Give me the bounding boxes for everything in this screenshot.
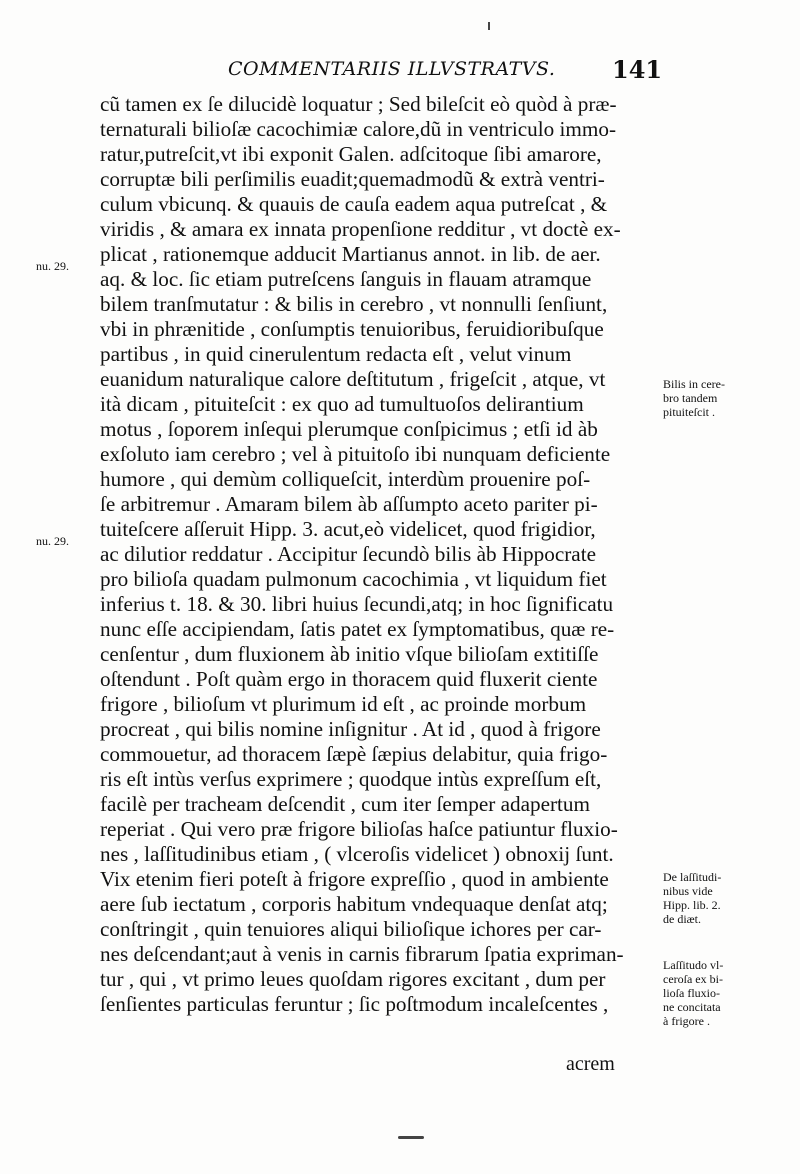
text-line: tuiteſcere aſſeruit Hipp. 3. acut,eò videlicet, quod frigidior, xyxy=(100,517,596,541)
text-line: cũ tamen ex ſe dilucidè loquatur ; Sed bileſcit eò quòd à præ- xyxy=(100,92,617,116)
text-line: ternaturali bilioſæ cacochimiæ calore,dũ in ventriculo immo- xyxy=(100,117,617,141)
text-line: euanidum naturalique calore deſtitutum , frigeſcit , atque, vt xyxy=(100,367,606,391)
ink-speck xyxy=(488,22,490,30)
text-line: vbi in phrænitide , conſumptis tenuioribus, feruidioribuſque xyxy=(100,317,604,341)
text-line: corruptæ bili perſimilis euadit;quemadmodũ & extrà ventri- xyxy=(100,167,605,191)
text-line: motus , ſoporem inſequi plerumque conſpicimus ; etſi id àb xyxy=(100,417,598,441)
text-line: humore , qui demùm colliqueſcit, interdùm prouenire poſ- xyxy=(100,467,591,491)
text-line: bilem tranſmutatur : & bilis in cerebro , vt nonnulli ſenſiunt, xyxy=(100,292,608,316)
text-line: inferius t. 18. & 30. libri huius ſecundi,atq; in hoc ſignificatu xyxy=(100,592,614,616)
margin-note-line: ceroſa ex bi- xyxy=(663,972,723,986)
margin-note-right xyxy=(663,958,773,1028)
page-number: 141 xyxy=(612,55,663,84)
text-line: plicat , rationemque adducit Martianus annot. in lib. de aer. xyxy=(100,242,601,266)
margin-note-line: pituiteſcit . xyxy=(663,405,715,419)
text-line: ſenſientes particulas feruntur ; ſic poſtmodum incaleſcentes , xyxy=(100,992,609,1016)
ink-speck xyxy=(398,1136,424,1139)
margin-note-left: nu. 29. xyxy=(36,259,69,273)
text-line: conſtringit , quin tenuiores aliqui bilioſique ichores per car- xyxy=(100,917,602,941)
margin-note-line: lioſa fluxio- xyxy=(663,986,720,1000)
running-title: COMMENTARIIS ILLVSTRATVS. xyxy=(228,58,556,80)
catchword: acrem xyxy=(566,1053,615,1075)
margin-note-right xyxy=(663,377,773,419)
margin-note-line: Bilis in cere- xyxy=(663,377,725,391)
text-line: facilè per tracheam deſcendit , cum iter ſemper adapertum xyxy=(100,792,591,816)
text-line: pro bilioſa quadam pulmonum cacochimia , vt liquidum fiet xyxy=(100,567,607,591)
text-line: exſoluto iam cerebro ; vel à pituitoſo ibi nunquam deficiente xyxy=(100,442,611,466)
text-line: Vix etenim fieri poteſt à frigore expreſſio , quod in ambiente xyxy=(100,867,609,891)
text-line: ità dicam , pituiteſcit : ex quo ad tumultuoſos delirantium xyxy=(100,392,584,416)
margin-note-line: ne concitata xyxy=(663,1000,721,1014)
text-line: frigore , bilioſum vt plurimum id eſt , ac proinde morbum xyxy=(100,692,587,716)
text-line: nes , laſſitudinibus etiam , ( vlceroſis videlicet ) obnoxij ſunt. xyxy=(100,842,614,866)
margin-note-left: nu. 29. xyxy=(36,534,69,548)
text-line: viridis , & amara ex innata propenſione redditur , vt doctè ex- xyxy=(100,217,621,241)
margin-note-line: De laſſitudi- xyxy=(663,870,722,884)
text-line: aq. & loc. ſic etiam putreſcens ſanguis in flauam atramque xyxy=(100,267,592,291)
text-line: ratur,putreſcit,vt ibi exponit Galen. adſcitoque ſibi amarore, xyxy=(100,142,602,166)
text-line: oſtendunt . Poſt quàm ergo in thoracem quid fluxerit ciente xyxy=(100,667,598,691)
margin-note-line: nibus vide xyxy=(663,884,713,898)
text-line: tur , qui , vt primo leues quoſdam rigores excitant , dum per xyxy=(100,967,606,991)
show-through-text xyxy=(676,170,701,183)
text-line: ris eſt intùs verſus exprimere ; quodque intùs expreſſum eſt, xyxy=(100,767,602,791)
text-line: partibus , in quid cinerulentum redacta eſt , velut vinum xyxy=(100,342,572,366)
text-line: nes deſcendant;aut à venis in carnis fibrarum ſpatia expriman- xyxy=(100,942,624,966)
margin-note-line: de diæt. xyxy=(663,912,701,926)
text-line: ac dilutior reddatur . Accipitur ſecundò bilis àb Hippocrate xyxy=(100,542,596,566)
text-line: commouetur, ad thoracem ſæpè ſæpius delabitur, quia frigo- xyxy=(100,742,608,766)
text-line: cenſentur , dum fluxionem àb initio vſque bilioſam extitiſſe xyxy=(100,642,599,666)
margin-note-right xyxy=(663,870,773,926)
margin-note-line: bro tandem xyxy=(663,391,718,405)
margin-note-line: à frigore . xyxy=(663,1014,710,1028)
body-text xyxy=(100,92,660,1017)
text-line: aere ſub iectatum , corporis habitum vndequaque denſat atq; xyxy=(100,892,608,916)
text-line: ſe arbitremur . Amaram bilem àb aſſumpto aceto pariter pi- xyxy=(100,492,598,516)
margin-note-line: Laſſitudo vl- xyxy=(663,958,724,972)
margin-note-line: Hipp. lib. 2. xyxy=(663,898,721,912)
text-line: reperiat . Qui vero præ frigore bilioſas haſce patiuntur fluxio- xyxy=(100,817,618,841)
text-line: nunc eſſe accipiendam, ſatis patet ex ſymptomatibus, quæ re- xyxy=(100,617,615,641)
text-line: procreat , qui bilis nomine inſignitur . At id , quod à frigore xyxy=(100,717,601,741)
text-line: culum vbicunq. & quauis de cauſa eadem aqua putreſcat , & xyxy=(100,192,608,216)
